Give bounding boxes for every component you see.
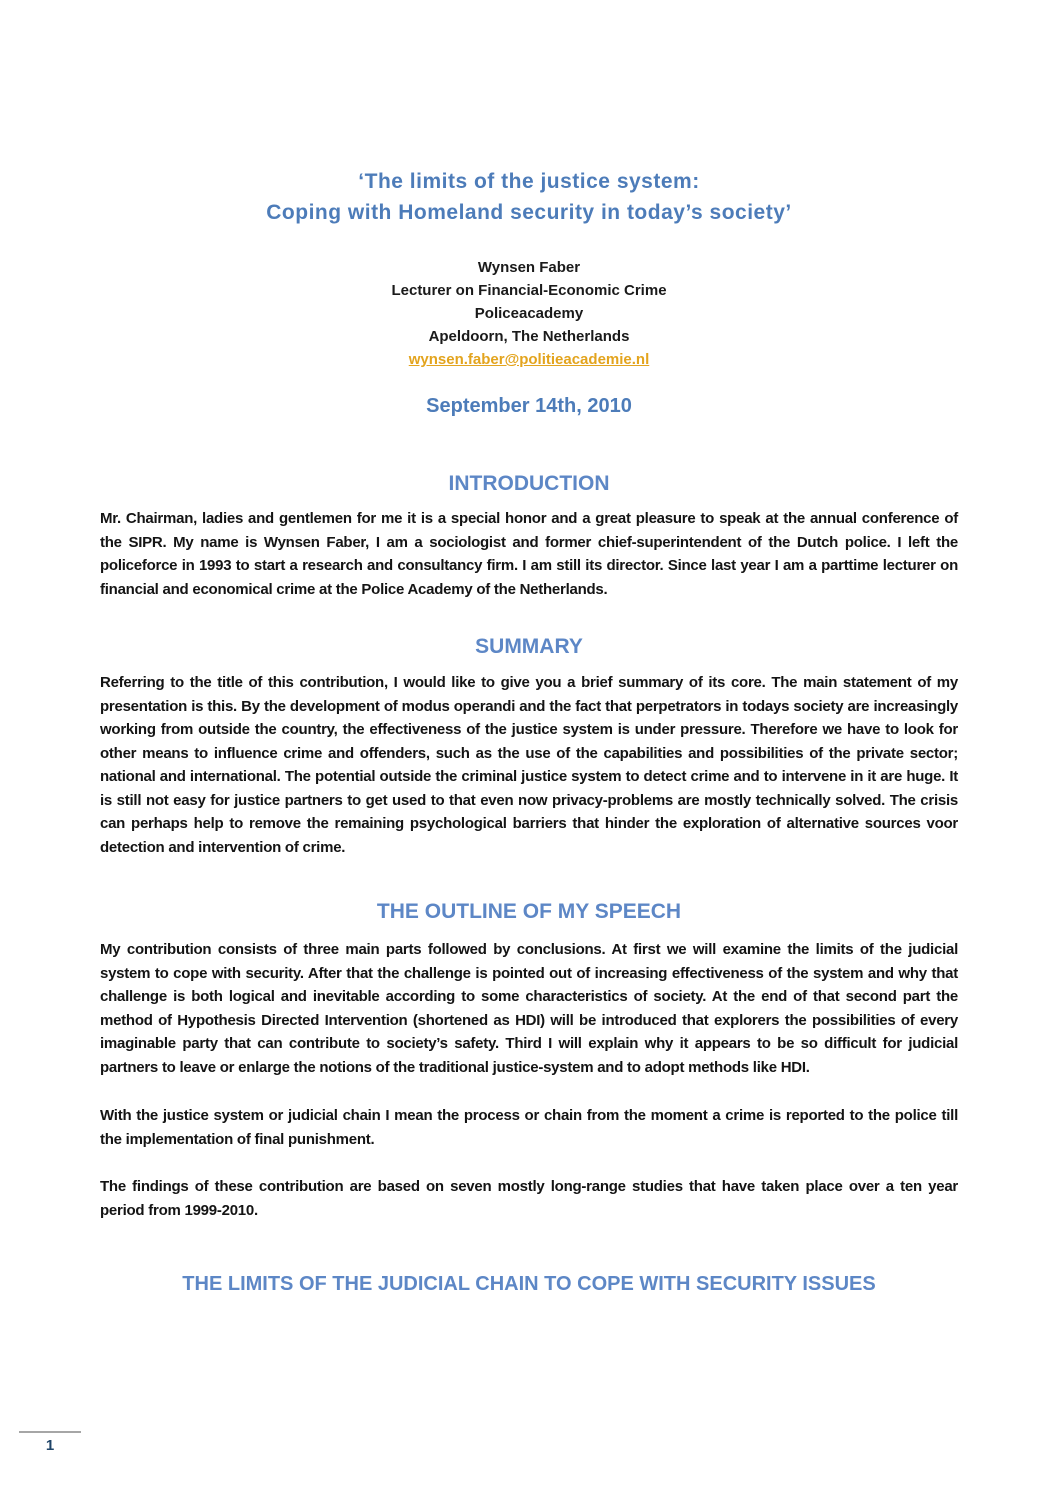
outline-paragraph-3: The findings of these contribution are based on seven mostly long-range studies that have taken place over a ten year period from 1999-2010. bbox=[100, 1178, 958, 1219]
document-title bbox=[100, 0, 958, 228]
title-line-1: ‘The limits of the justice system: bbox=[358, 170, 700, 193]
outline-paragraph-1: My contribution consists of three main parts followed by conclusions. At first we will examine the limits of the judicial system to cope with security. After that the challenge is pointed out of increasing effectiveness of the system and why that challenge is both logical and inevitable according to some characteristics of society. At the end of that second part the method of Hypothesis Directed Intervention (shortened as HDI) will be introduced that explorers the possibilities of every imaginable party that can contribute to society’s safety. Third I will explain why it appears to be so difficult for judicial partners to leave or enlarge the notions of the traditional justice-system and to adopt methods like HDI. bbox=[100, 941, 958, 1076]
footer-divider bbox=[19, 1431, 81, 1433]
section-heading-outline: THE OUTLINE OF MY SPEECH bbox=[376, 900, 682, 923]
page-number: 1 bbox=[45, 1437, 55, 1454]
section-limits bbox=[100, 1269, 958, 1299]
author-organization: Policeacademy bbox=[474, 305, 584, 322]
author-name: Wynsen Faber bbox=[477, 259, 581, 276]
title-line-2: Coping with Homeland security in today’s society’ bbox=[266, 201, 792, 224]
author-location: Apeldoorn, The Netherlands bbox=[428, 328, 630, 345]
section-heading-summary: SUMMARY bbox=[475, 635, 583, 658]
author-email-link[interactable]: wynsen.faber@politieacademie.nl bbox=[408, 351, 650, 368]
section-summary bbox=[100, 632, 958, 859]
section-heading-introduction: INTRODUCTION bbox=[448, 472, 610, 495]
introduction-paragraph: Mr. Chairman, ladies and gentlemen for me it is a special honor and a great pleasure to speak at the annual conference of the SIPR. My name is Wynsen Faber, I am a sociologist and former chief-superintendent of the Dutch police. I left the policeforce in 1993 to start a research and consultancy firm. I am still its director. Since last year I am a parttime lecturer on financial and economical crime at the Police Academy of the Netherlands. bbox=[100, 510, 958, 598]
section-introduction bbox=[100, 469, 958, 601]
author-role: Lecturer on Financial-Economic Crime bbox=[391, 282, 667, 299]
author-email-line bbox=[100, 348, 958, 371]
author-block bbox=[100, 256, 958, 371]
summary-paragraph: Referring to the title of this contribution, I would like to give you a brief summary of its core. The main statement of my presentation is this. By the development of modus operandi and the fact that perpetrators in todays society are increasingly working from outside the country, the effectiveness of the justice system is under pressure. Therefore we have to look for other means to influence crime and offenders, such as the use of the capabilities and possibilities of the private sector; national and international. The potential outside the criminal justice system to detect crime and to intervene in it are huge. It is still not easy for justice partners to get used to that even now privacy-problems are mostly technically solved. The crisis can perhaps help to remove the remaining psychological barriers that hinder the exploration of alternative sources voor detection and intervention of crime. bbox=[100, 674, 958, 856]
outline-paragraph-2: With the justice system or judicial chain I mean the process or chain from the moment a crime is reported to the police till the implementation of final punishment. bbox=[100, 1107, 958, 1148]
document-date: September 14th, 2010 bbox=[426, 395, 632, 417]
section-outline bbox=[100, 897, 958, 1222]
section-heading-limits: THE LIMITS OF THE JUDICIAL CHAIN TO COPE WITH SECURITY ISSUES bbox=[182, 1273, 876, 1295]
